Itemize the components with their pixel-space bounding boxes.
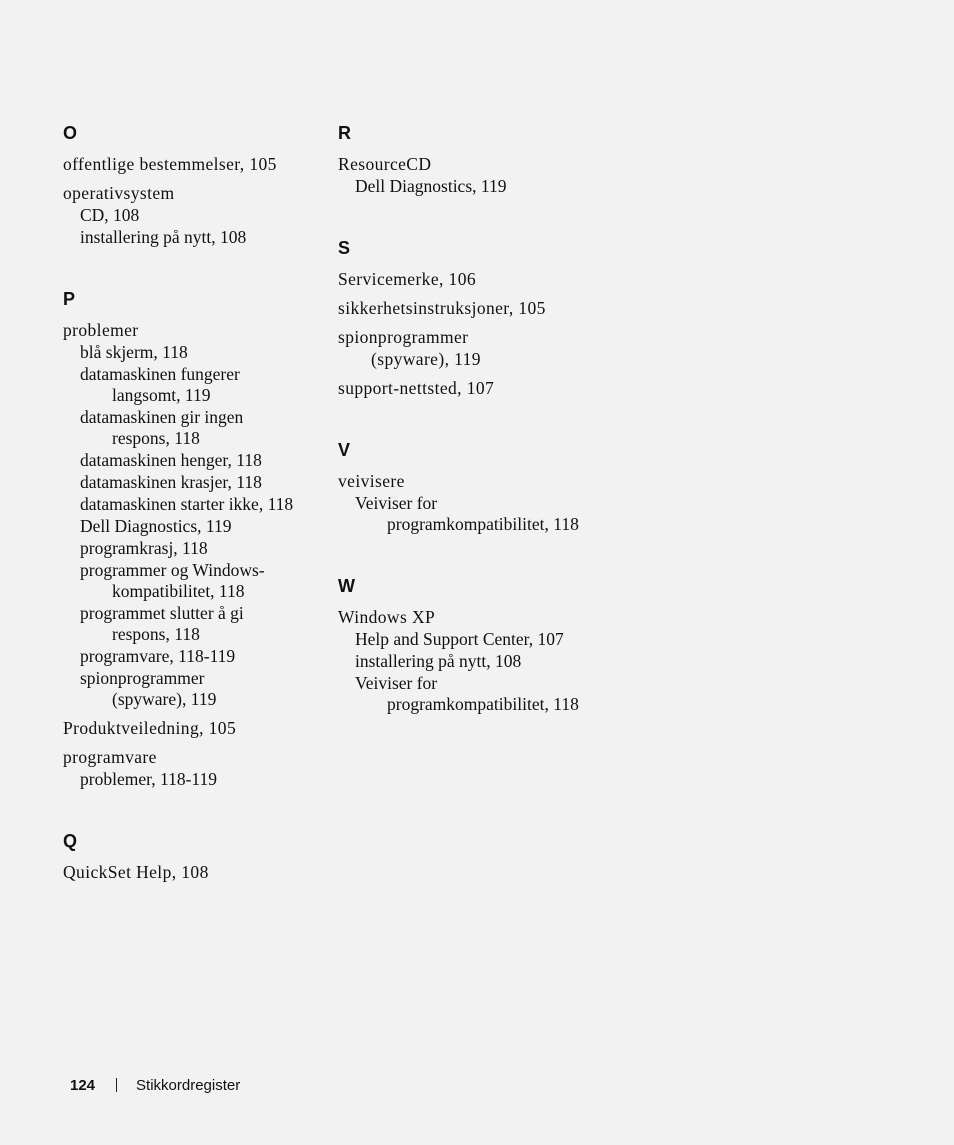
subterm-line: datamaskinen gir ingen (80, 407, 244, 427)
index-subterm: programvare, 118-119 (80, 646, 236, 666)
index-subterm (63, 363, 333, 406)
index-subterm: Dell Diagnostics, 119 (80, 516, 232, 536)
index-entry (338, 153, 608, 197)
index-term: problemer (63, 320, 139, 340)
index-term: sikkerhetsinstruksjoner, 105 (338, 298, 546, 318)
index-section-r (338, 122, 608, 197)
index-entry (338, 326, 608, 370)
index-term: support-nettsted, 107 (338, 378, 495, 398)
section-letter: P (63, 289, 76, 309)
index-column-left (63, 122, 333, 923)
index-entry (63, 717, 333, 739)
index-term: veivisere (338, 471, 405, 491)
subterm-line: datamaskinen fungerer (80, 364, 240, 384)
term-line: spionprogrammer (338, 327, 469, 347)
index-subterm: Dell Diagnostics, 119 (355, 176, 507, 196)
subterm-continuation: programkompatibilitet, 118 (387, 694, 579, 714)
index-entry (63, 319, 333, 710)
subterm-line: Veiviser for (355, 493, 438, 513)
index-term: offentlige bestemmelser, 105 (63, 154, 277, 174)
index-term: Produktveiledning, 105 (63, 718, 237, 738)
subterm-continuation: langsomt, 119 (112, 385, 211, 405)
index-section-o (63, 122, 333, 248)
subterm-continuation: respons, 118 (112, 428, 200, 448)
index-entry (338, 297, 608, 319)
index-subterm (338, 672, 608, 715)
index-subterm: Help and Support Center, 107 (355, 629, 564, 649)
index-subterm: datamaskinen starter ikke, 118 (80, 494, 294, 514)
index-section-q (63, 830, 333, 883)
index-subterm: datamaskinen henger, 118 (80, 450, 262, 470)
subterm-continuation: (spyware), 119 (112, 689, 217, 709)
index-subterm: installering på nytt, 108 (355, 651, 522, 671)
index-subterm (63, 559, 333, 602)
index-entry (63, 746, 333, 790)
index-section-v (338, 439, 608, 535)
index-entry (63, 861, 333, 883)
section-letter: S (338, 238, 351, 258)
index-term: Servicemerke, 106 (338, 269, 476, 289)
index-entry (338, 606, 608, 715)
subterm-line: programmer og Windows- (80, 560, 265, 580)
index-entry (63, 182, 333, 248)
section-letter: O (63, 123, 78, 143)
index-entry (338, 377, 608, 399)
subterm-continuation: kompatibilitet, 118 (112, 581, 245, 601)
index-section-w (338, 575, 608, 715)
section-title: Stikkordregister (136, 1077, 241, 1094)
index-entry (63, 153, 333, 175)
index-term: operativsystem (63, 183, 175, 203)
index-subterm: programkrasj, 118 (80, 538, 208, 558)
index-subterm: blå skjerm, 118 (80, 342, 188, 362)
index-entry (338, 470, 608, 535)
page-footer (70, 1077, 240, 1094)
index-subterm (63, 406, 333, 449)
index-term: QuickSet Help, 108 (63, 862, 209, 882)
term-continuation: (spyware), 119 (371, 349, 481, 369)
index-subterm: problemer, 118-119 (80, 769, 217, 789)
index-section-p (63, 288, 333, 790)
subterm-line: programmet slutter å gi (80, 603, 244, 623)
page-number: 124 (70, 1077, 96, 1094)
index-subterm: installering på nytt, 108 (80, 227, 247, 247)
index-subterm (338, 492, 608, 535)
index-term: ResourceCD (338, 154, 432, 174)
subterm-line: spionprogrammer (80, 668, 205, 688)
subterm-line: Veiviser for (355, 673, 438, 693)
section-letter: V (338, 440, 351, 460)
section-letter: R (338, 123, 351, 143)
index-term: Windows XP (338, 607, 436, 627)
footer-separator (116, 1078, 117, 1092)
index-term (338, 326, 608, 370)
index-column-right (338, 122, 608, 755)
section-letter: Q (63, 831, 78, 851)
index-section-s (338, 237, 608, 399)
subterm-continuation: respons, 118 (112, 624, 200, 644)
subterm-continuation: programkompatibilitet, 118 (387, 514, 579, 534)
section-letter: W (338, 576, 355, 596)
index-term: programvare (63, 747, 157, 767)
index-subterm (63, 667, 333, 710)
index-subterm (63, 602, 333, 645)
index-entry (338, 268, 608, 290)
index-subterm: datamaskinen krasjer, 118 (80, 472, 262, 492)
index-subterm: CD, 108 (80, 205, 140, 225)
